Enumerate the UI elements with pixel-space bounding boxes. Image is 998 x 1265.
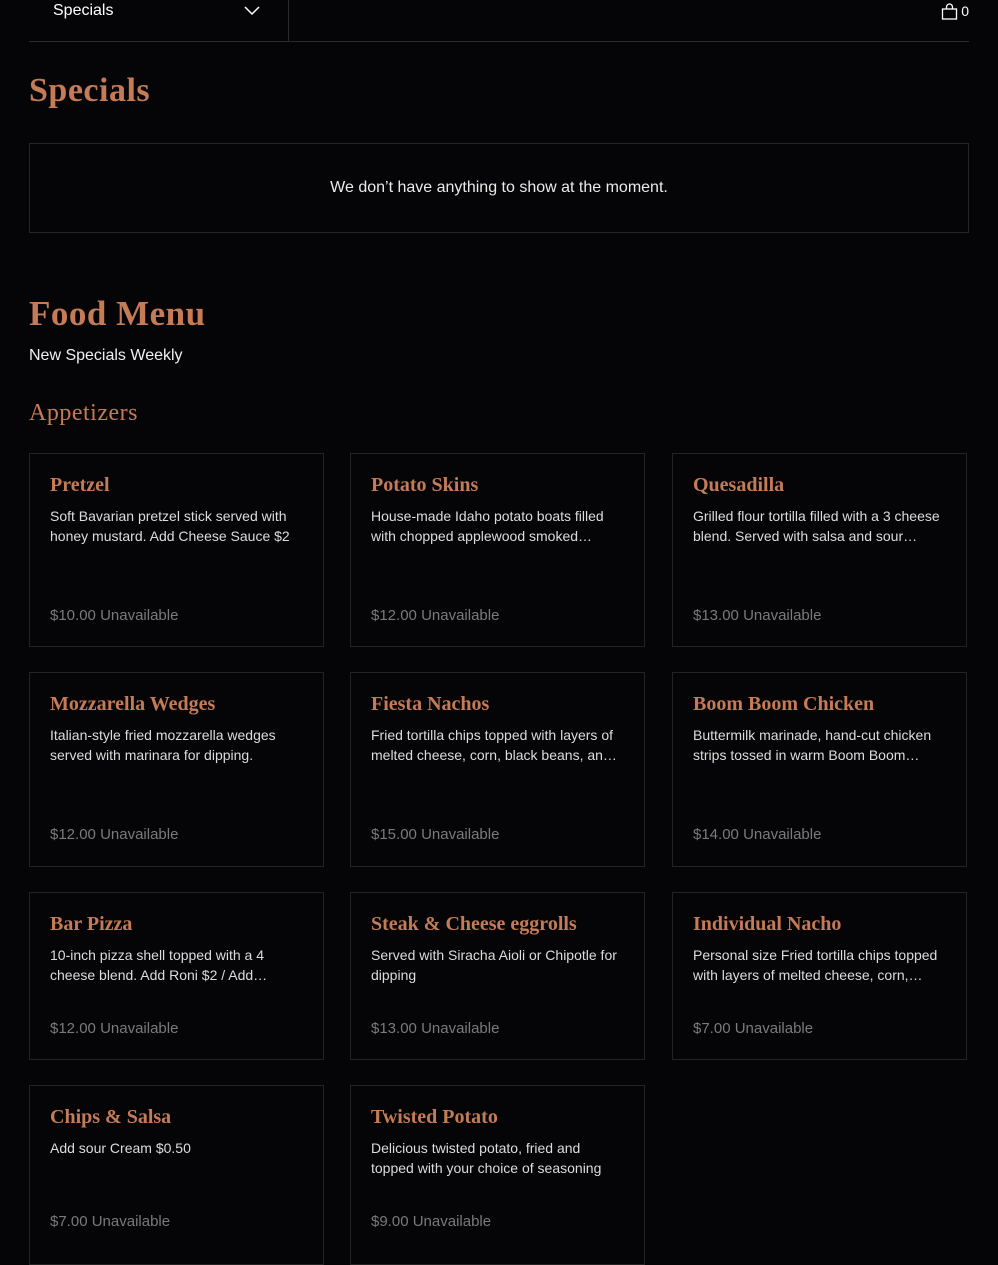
menu-item-name: Chips & Salsa — [50, 1106, 172, 1128]
menu-item-price-row — [50, 1213, 170, 1230]
menu-item-price-row — [693, 1020, 813, 1037]
menu-item-availability: Unavailable — [100, 607, 179, 624]
top-bar — [29, 0, 969, 42]
menu-select-dropdown[interactable] — [29, 0, 289, 41]
menu-item-name: Steak & Cheese eggrolls — [371, 913, 577, 935]
menu-item-price: $9.00 — [371, 1213, 409, 1230]
menu-item-price: $7.00 — [693, 1020, 731, 1037]
menu-item-availability: Unavailable — [734, 1020, 814, 1037]
menu-item-name: Pretzel — [50, 474, 110, 496]
menu-select-value: Specials — [53, 2, 114, 19]
menu-item-price: $10.00 — [50, 607, 96, 624]
menu-item-card[interactable] — [29, 453, 324, 647]
menu-item-name: Bar Pizza — [50, 913, 133, 935]
menu-item-price-row — [371, 826, 499, 843]
menu-item-card[interactable] — [29, 1085, 324, 1265]
menu-item-availability: Unavailable — [743, 607, 822, 624]
menu-item-availability: Unavailable — [421, 607, 500, 624]
menu-item-availability: Unavailable — [421, 826, 500, 843]
menu-item-price: $7.00 — [50, 1213, 88, 1230]
menu-item-price: $14.00 — [693, 826, 739, 843]
menu-item-availability: Unavailable — [421, 1020, 500, 1037]
menu-item-availability: Unavailable — [412, 1213, 492, 1230]
menu-item-card[interactable] — [672, 453, 967, 647]
food-menu-heading: Food Menu — [29, 294, 206, 333]
menu-item-card[interactable] — [672, 672, 967, 867]
category-heading: Appetizers — [29, 400, 138, 426]
menu-item-card[interactable] — [672, 892, 967, 1060]
menu-item-description: 10-inch pizza shell topped with a 4 cheese blend. Add Roni $2 / Add… — [50, 947, 268, 983]
menu-item-description: Add sour Cream $0.50 — [50, 1140, 191, 1156]
menu-item-availability: Unavailable — [91, 1213, 171, 1230]
menu-item-card[interactable] — [29, 892, 324, 1060]
menu-item-availability: Unavailable — [743, 826, 822, 843]
menu-item-price-row — [50, 1020, 178, 1037]
menu-item-name: Quesadilla — [693, 474, 785, 496]
menu-item-price: $12.00 — [50, 1020, 96, 1037]
menu-item-card[interactable] — [29, 672, 324, 867]
menu-item-description: Delicious twisted potato, fried and topped with your choice of seasoning — [371, 1140, 602, 1176]
menu-item-availability: Unavailable — [100, 826, 179, 843]
food-menu-subtitle: New Specials Weekly — [29, 347, 183, 364]
cart-count: 0 — [961, 3, 969, 19]
menu-item-description: Grilled flour tortilla filled with a 3 cheese blend. Served with salsa and sour… — [693, 508, 940, 544]
menu-item-description: House-made Idaho potato boats filled with chopped applewood smoked… — [371, 508, 604, 544]
chevron-down-icon — [244, 4, 260, 16]
menu-item-name: Mozzarella Wedges — [50, 693, 216, 715]
menu-item-availability: Unavailable — [100, 1020, 179, 1037]
menu-item-price-row — [693, 826, 821, 843]
menu-item-card[interactable] — [350, 453, 645, 647]
menu-item-name: Individual Nacho — [693, 913, 842, 935]
menu-item-card[interactable] — [350, 892, 645, 1060]
menu-item-card[interactable] — [350, 672, 645, 867]
menu-item-price-row — [50, 607, 178, 624]
empty-message: We don’t have anything to show at the moment. — [330, 179, 668, 196]
menu-item-description: Personal size Fried tortilla chips topped with layers of melted cheese, corn,… — [693, 947, 938, 983]
menu-item-card[interactable] — [350, 1085, 645, 1265]
menu-item-price-row — [371, 607, 499, 624]
menu-item-description: Served with Siracha Aioli or Chipotle for dipping — [371, 947, 617, 983]
menu-item-price: $13.00 — [693, 607, 739, 624]
menu-item-price: $12.00 — [50, 826, 96, 843]
cart-button[interactable] — [941, 1, 969, 21]
menu-item-price: $12.00 — [371, 607, 417, 624]
menu-item-description: Buttermilk marinade, hand-cut chicken strips tossed in warm Boom Boom… — [693, 727, 932, 763]
menu-item-price: $15.00 — [371, 826, 417, 843]
menu-item-price: $13.00 — [371, 1020, 417, 1037]
menu-item-price-row — [371, 1213, 491, 1230]
menu-item-name: Potato Skins — [371, 474, 479, 496]
menu-item-description: Fried tortilla chips topped with layers of melted cheese, corn, black beans, an… — [371, 727, 617, 763]
specials-heading: Specials — [29, 72, 151, 109]
menu-item-name: Fiesta Nachos — [371, 693, 490, 715]
menu-item-price-row — [371, 1020, 499, 1037]
shopping-bag-icon — [941, 3, 958, 20]
menu-item-description: Italian-style fried mozzarella wedges served with marinara for dipping. — [50, 727, 276, 763]
menu-item-description: Soft Bavarian pretzel stick served with honey mustard. Add Cheese Sauce $2 — [50, 508, 290, 544]
menu-item-price-row — [50, 826, 178, 843]
specials-empty-state — [29, 143, 969, 233]
menu-item-name: Boom Boom Chicken — [693, 693, 875, 715]
menu-item-name: Twisted Potato — [371, 1106, 498, 1128]
menu-item-price-row — [693, 607, 821, 624]
